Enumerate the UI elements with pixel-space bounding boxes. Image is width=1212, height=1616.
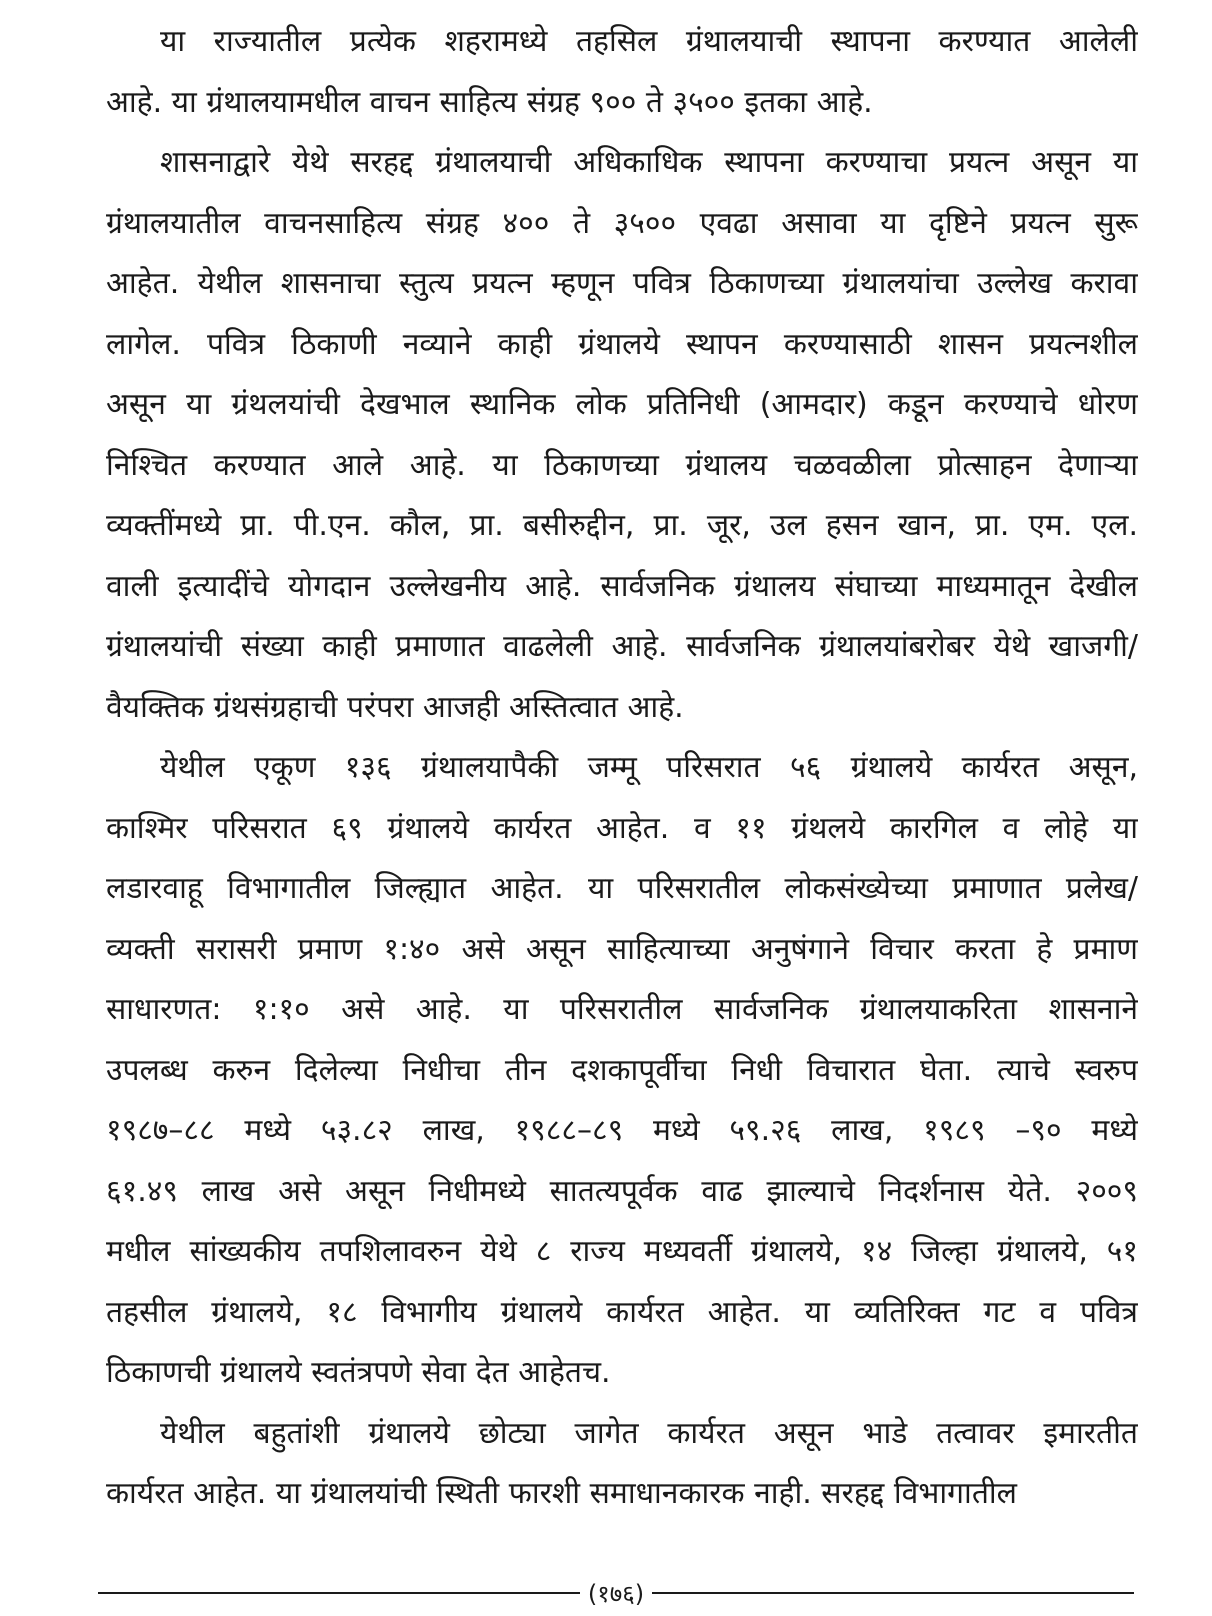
text-line: उपलब्ध करुन दिलेल्या निधीचा तीन दशकापूर्वीचा निधी विचारात घेता. त्याचे स्वरुप <box>106 1052 1138 1088</box>
paragraph <box>106 133 1138 738</box>
text-line: व्यक्तींमध्ये प्रा. पी.एन. कौल, प्रा. बसीरुद्दीन, प्रा. जूर, उल हसन खान, प्रा. एम. एल. <box>106 508 1138 543</box>
text-line: असून या ग्रंथलयांची देखभाल स्थानिक लोक प्रतिनिधी (आमदार) कडून करण्याचे धोरण <box>106 387 1138 422</box>
text-line: लागेल. पवित्र ठिकाणी नव्याने काही ग्रंथालये स्थापन करण्यासाठी शासन प्रयत्नशील <box>106 326 1138 362</box>
text-line: येथील बहुतांशी ग्रंथालये छोट्या जागेत कार्यरत असून भाडे तत्वावर इमारतीत <box>160 1415 1138 1451</box>
paragraph <box>106 1404 1138 1525</box>
paragraph <box>106 738 1138 1404</box>
text-line: शासनाद्वारे येथे सरहद्द ग्रंथालयाची अधिकाधिक स्थापना करण्याचा प्रयत्न असून या <box>160 145 1138 180</box>
body-text <box>106 12 1138 1525</box>
text-line: तहसील ग्रंथालये, १८ विभागीय ग्रंथालये कार्यरत आहेत. या व्यतिरिक्त गट व पवित्र <box>106 1294 1138 1330</box>
text-line: आहे. या ग्रंथालयामधील वाचन साहित्य संग्रह ९०० ते ३५०० इतका आहे. <box>106 84 873 120</box>
text-line: काश्मिर परिसरात ६९ ग्रंथालये कार्यरत आहेत. व ११ ग्रंथलये कारगिल व लोहे या <box>106 810 1138 846</box>
page-footer <box>98 1580 1134 1606</box>
text-line: मधील सांख्यकीय तपशिलावरुन येथे ८ राज्य मध्यवर्ती ग्रंथालये, १४ जिल्हा ग्रंथालये, ५१ <box>106 1234 1138 1269</box>
paragraph <box>106 12 1138 133</box>
text-line: लडारवाहू विभागातील जिल्ह्यात आहेत. या परिसरातील लोकसंख्येच्या प्रमाणात प्रलेख/ <box>106 871 1138 906</box>
text-line: ग्रंथालयातील वाचनसाहित्य संग्रह ४०० ते ३५०० एवढा असावा या दृष्टिने प्रयत्न सुरू <box>106 205 1138 241</box>
text-line: ठिकाणची ग्रंथालये स्वतंत्रपणे सेवा देत आहेतच. <box>106 1355 611 1390</box>
text-line: निश्चित करण्यात आले आहे. या ठिकाणच्या ग्रंथालय चळवळीला प्रोत्साहन देणाऱ्या <box>106 447 1138 483</box>
text-line: वाली इत्यादींचे योगदान उल्लेखनीय आहे. सार्वजनिक ग्रंथालय संघाच्या माध्यमातून देखील <box>106 568 1138 604</box>
page-number: (१७६) <box>587 1579 645 1608</box>
text-line: आहेत. येथील शासनाचा स्तुत्य प्रयत्न म्हणून पवित्र ठिकाणच्या ग्रंथालयांचा उल्लेख करावा <box>106 266 1138 301</box>
text-line: १९८७–८८ मध्ये ५३.८२ लाख, १९८८–८९ मध्ये ५९.२६ लाख, १९८९ –९० मध्ये <box>106 1113 1138 1148</box>
text-line: येथील एकूण १३६ ग्रंथालयापैकी जम्मू परिसरात ५६ ग्रंथालये कार्यरत असून, <box>160 750 1138 785</box>
text-line: व्यक्ती सरासरी प्रमाण १:४० असे असून साहित्याच्या अनुषंगाने विचार करता हे प्रमाण <box>106 931 1138 967</box>
text-line: साधारणत: १:१० असे आहे. या परिसरातील सार्वजनिक ग्रंथालयाकरिता शासनाने <box>106 992 1138 1027</box>
text-line: ग्रंथालयांची संख्या काही प्रमाणात वाढलेली आहे. सार्वजनिक ग्रंथालयांबरोबर येथे खाजगी/ <box>106 629 1138 664</box>
footer-rule-right <box>652 1592 1134 1594</box>
text-line: या राज्यातील प्रत्येक शहरामध्ये तहसिल ग्रंथालयाची स्थापना करण्यात आलेली <box>160 24 1138 59</box>
text-line: वैयक्तिक ग्रंथसंग्रहाची परंपरा आजही अस्तित्वात आहे. <box>106 689 684 725</box>
text-line: ६१.४९ लाख असे असून निधीमध्ये सातत्यपूर्वक वाढ झाल्याचे निदर्शनास येते. २००९ <box>106 1173 1138 1209</box>
text-line: कार्यरत आहेत. या ग्रंथालयांची स्थिती फारशी समाधानकारक नाही. सरहद्द विभागातील <box>106 1476 1018 1511</box>
footer-rule-left <box>98 1592 580 1594</box>
